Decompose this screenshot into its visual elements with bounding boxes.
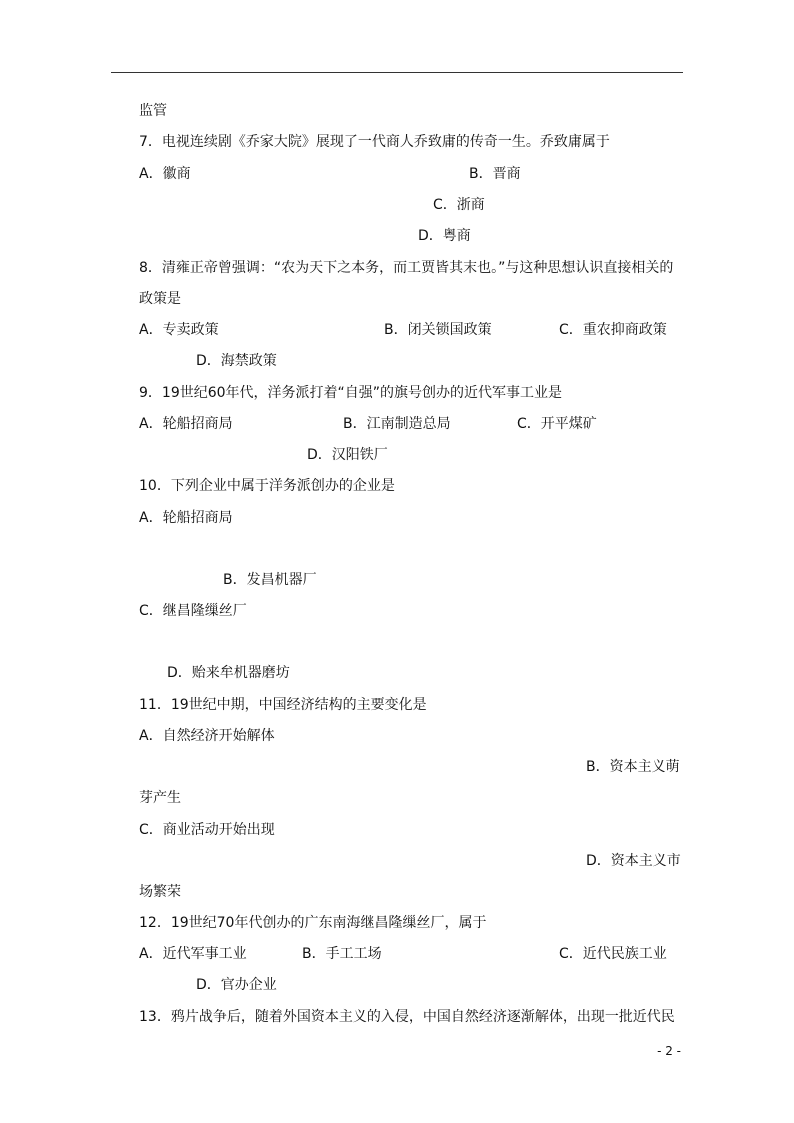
option-d: D．汉阳铁厂 bbox=[307, 447, 388, 463]
option-d: D．官办企业 bbox=[196, 977, 277, 993]
option-a: A．近代军事工业 bbox=[139, 946, 247, 962]
option-a: A．专卖政策 bbox=[139, 322, 219, 338]
option-c: C．商业活动开始出现 bbox=[139, 822, 275, 838]
option-b: B．江南制造总局 bbox=[343, 416, 451, 432]
option-a: A．轮船招商局 bbox=[139, 416, 233, 432]
text-line: 场繁荣 bbox=[139, 884, 181, 900]
question-11: 11．19世纪中期，中国经济结构的主要变化是 bbox=[139, 697, 427, 713]
question-9: 9．19世纪60年代，洋务派打着“自强”的旗号创办的近代军事工业是 bbox=[139, 385, 563, 401]
option-c: C．浙商 bbox=[433, 197, 485, 213]
option-b: B．闭关锁国政策 bbox=[384, 322, 492, 338]
option-b: B．手工工场 bbox=[302, 946, 382, 962]
question-10: 10．下列企业中属于洋务派创办的企业是 bbox=[139, 478, 395, 494]
option-b: B．晋商 bbox=[469, 166, 521, 182]
option-c: C．继昌隆缫丝厂 bbox=[139, 603, 247, 619]
option-a: A．轮船招商局 bbox=[139, 510, 233, 526]
option-d: D．贻来牟机器磨坊 bbox=[167, 665, 290, 681]
option-b: B．资本主义萌 bbox=[586, 759, 680, 775]
text-line: 监管 bbox=[139, 103, 167, 119]
option-c: C．重农抑商政策 bbox=[559, 322, 667, 338]
text-line: 政策是 bbox=[139, 291, 181, 307]
text-line: 芽产生 bbox=[139, 790, 181, 806]
option-d: D．海禁政策 bbox=[196, 353, 277, 369]
option-a: A．自然经济开始解体 bbox=[139, 728, 275, 744]
option-d: D．资本主义市 bbox=[586, 853, 681, 869]
question-13: 13．鸦片战争后，随着外国资本主义的入侵，中国自然经济逐渐解体，出现一批近代民 bbox=[139, 1009, 675, 1025]
option-d: D．粤商 bbox=[418, 228, 471, 244]
question-12: 12．19世纪70年代创办的广东南海继昌隆缫丝厂，属于 bbox=[139, 915, 487, 931]
option-c: C．开平煤矿 bbox=[517, 416, 597, 432]
page-number: - 2 - bbox=[657, 1044, 681, 1058]
header-rule bbox=[111, 72, 683, 73]
question-8: 8．清雍正帝曾强调：“农为天下之本务，而工贾皆其末也。”与这种思想认识直接相关的 bbox=[139, 260, 674, 276]
option-c: C．近代民族工业 bbox=[559, 946, 667, 962]
option-a: A．徽商 bbox=[139, 166, 191, 182]
question-7: 7．电视连续剧《乔家大院》展现了一代商人乔致庸的传奇一生。乔致庸属于 bbox=[139, 134, 610, 150]
option-b: B．发昌机器厂 bbox=[223, 572, 317, 588]
